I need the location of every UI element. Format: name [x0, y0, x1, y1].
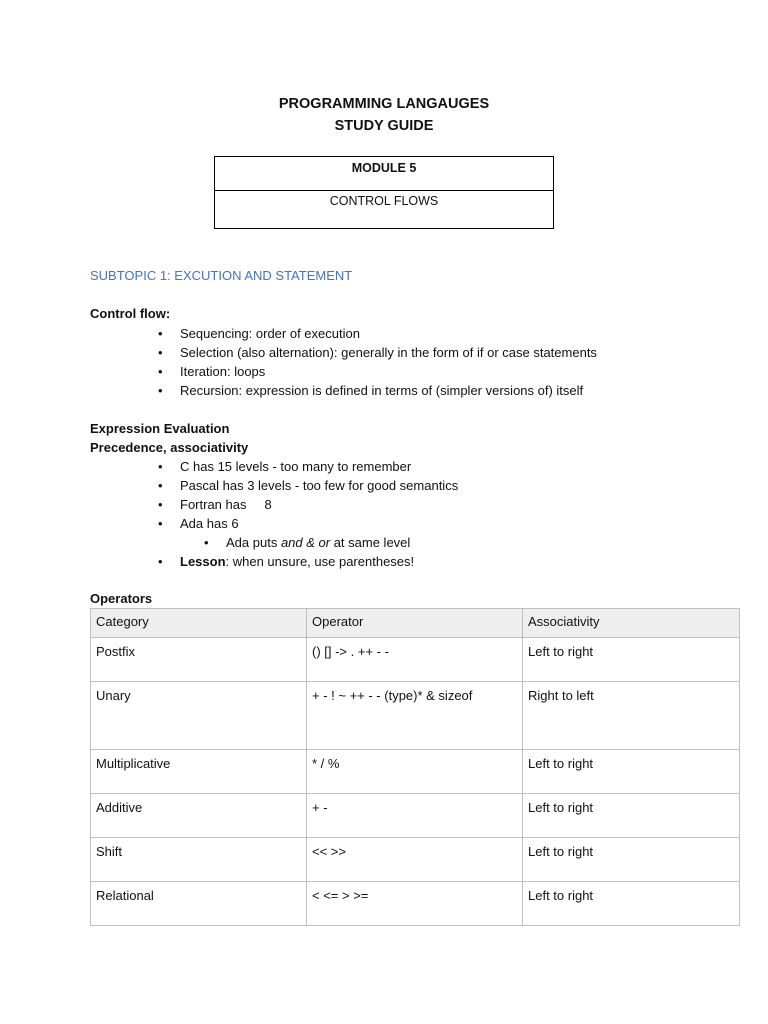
table-cell: Shift [91, 838, 307, 882]
list-item: • Iteration: loops [158, 364, 266, 379]
table-cell: Left to right [523, 750, 740, 794]
list-item: • Recursion: expression is defined in terms of (simpler versions of) itself [158, 383, 584, 398]
bullet-icon: • [158, 364, 163, 379]
precedence-list [158, 457, 459, 571]
bullet-icon: • [158, 554, 163, 569]
bullet-icon: • [158, 497, 163, 512]
bullet-icon: • [204, 535, 209, 550]
table-row [91, 838, 740, 882]
table-row [91, 682, 740, 750]
document-title: PROGRAMMING LANGAUGES [278, 96, 490, 112]
module-topic: CONTROL FLOWS [329, 194, 439, 208]
table-cell: << >> [307, 838, 523, 882]
table-cell: Postfix [91, 638, 307, 682]
bullet-icon: • [158, 516, 163, 531]
table-cell: () [] -> . ++ - - [307, 638, 523, 682]
bullet-icon: • [158, 326, 163, 341]
table-row [91, 638, 740, 682]
control-flow-list [158, 324, 597, 400]
precedence-heading: Precedence, associativity [90, 440, 249, 455]
document-subtitle: STUDY GUIDE [334, 118, 434, 134]
table-row [91, 882, 740, 926]
bullet-icon: • [158, 459, 163, 474]
table-cell: + - ! ~ ++ - - (type)* & sizeof [307, 682, 523, 750]
column-header-operator: Operator [307, 609, 523, 638]
expression-evaluation-heading: Expression Evaluation [90, 421, 230, 436]
table-cell: Left to right [523, 838, 740, 882]
list-item: • Selection (also alternation): generally in the form of if or case statements [158, 345, 597, 360]
lesson-label: Lesson [180, 554, 226, 569]
table-cell: Multiplicative [91, 750, 307, 794]
list-item: • Sequencing: order of execution [158, 326, 360, 341]
table-cell: * / % [307, 750, 523, 794]
list-subitem: • Ada puts and & or at same level [204, 535, 411, 550]
table-cell: Relational [91, 882, 307, 926]
list-item: • C has 15 levels - too many to remember [158, 459, 412, 474]
bullet-icon: • [158, 383, 163, 398]
table-cell: Additive [91, 794, 307, 838]
list-item: • Ada has 6 [158, 516, 239, 531]
module-box [214, 156, 554, 229]
list-item: • Fortran has 8 [158, 497, 272, 512]
operators-table [90, 608, 740, 926]
table-cell: Left to right [523, 794, 740, 838]
table-row [91, 794, 740, 838]
module-label: MODULE 5 [215, 157, 553, 191]
subtopic-heading: SUBTOPIC 1: EXCUTION AND STATEMENT [90, 268, 353, 283]
table-cell: Right to left [523, 682, 740, 750]
column-header-associativity: Associativity [523, 609, 740, 638]
list-item: • Lesson: when unsure, use parentheses! [158, 554, 415, 569]
control-flow-heading: Control flow: [90, 306, 171, 321]
table-cell: + - [307, 794, 523, 838]
table-header-row [91, 609, 740, 638]
table-cell: Left to right [523, 882, 740, 926]
table-cell: Left to right [523, 638, 740, 682]
table-cell: < <= > >= [307, 882, 523, 926]
column-header-category: Category [91, 609, 307, 638]
bullet-icon: • [158, 345, 163, 360]
bullet-icon: • [158, 478, 163, 493]
table-row [91, 750, 740, 794]
operators-heading: Operators [90, 591, 153, 606]
table-cell: Unary [91, 682, 307, 750]
list-item: • Pascal has 3 levels - too few for good semantics [158, 478, 459, 493]
